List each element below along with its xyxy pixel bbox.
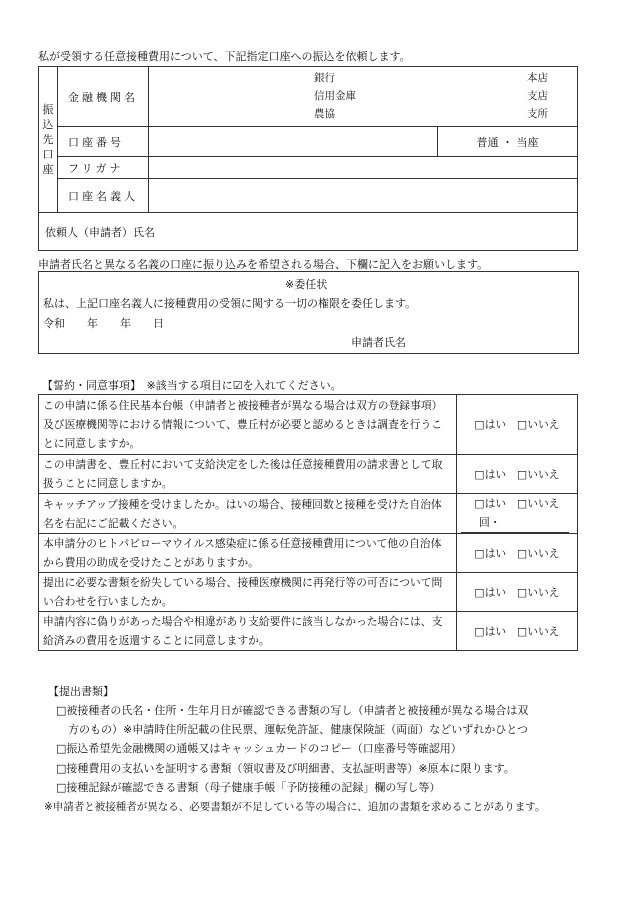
furigana-field[interactable]	[149, 157, 578, 179]
consent-question: 提出に必要な書類を紛失している場合、接種医療機関に再発行等の可否について問い合わせを行いましたか。	[39, 573, 457, 612]
institution-field[interactable]	[149, 67, 578, 127]
document-item[interactable]: □振込希望先金融機関の通帳又はキャッシュカードのコピー（口座番号等確認用）	[56, 742, 462, 755]
document-item[interactable]: □接種費用の支払いを証明する書類（領収書及び明細書、支払証明書等）※原本に限ります。	[56, 762, 515, 775]
consent-answer-checkboxes[interactable]: □はい □いいえ	[457, 455, 578, 494]
delegation-title: ※委任状	[285, 278, 328, 291]
document-item-continued: 方のもの）※申請時住所記載の住民票、運転免許証、健康保険証（両面）などいずれかひとつ	[68, 723, 528, 736]
requester-name-label: 依頼人（申請者）氏名	[45, 225, 155, 239]
documents-note: ※申請者と被接種者が異なる、必要書類が不足している等の場合に、追加の書類を求めることがあります。	[44, 801, 546, 813]
bank-type-bank: 銀行	[314, 72, 335, 84]
bank-type-agri: 農協	[314, 108, 335, 120]
furigana-label: フリガナ	[58, 157, 149, 179]
account-holder-label: 口座名義人	[58, 179, 149, 213]
delegation-applicant-label: 申請者氏名	[351, 336, 406, 349]
consent-question: 申請内容に偽りがあった場合や相違があり支給要件に該当しなかった場合には、支給済みの費用を返還することに同意しますか。	[39, 612, 457, 651]
bank-type-credit-union: 信用金庫	[314, 90, 356, 102]
account-holder-field[interactable]	[149, 179, 578, 213]
account-type-options[interactable]: 普通 ・ 当座	[438, 127, 578, 157]
transfer-account-side-label: 振 込 先 口 座	[39, 67, 58, 213]
delegation-box	[38, 271, 579, 354]
delegation-date[interactable]: 令和 年 年 日	[43, 317, 164, 330]
consent-question: 本申請分のヒトパピローマウイルス感染症に係る任意接種費用について他の自治体から費用の助成を受けたことがありますか。	[39, 534, 457, 573]
documents-header: 【提出書類】	[48, 685, 114, 698]
consent-question: この申請書を、豊丘村において支給決定をした後は任意接種費用の請求書として取扱うことに同意しますか。	[39, 455, 457, 494]
consent-answer-checkboxes[interactable]: □はい □いいえ	[457, 573, 578, 612]
consent-answer-cell[interactable]	[457, 494, 578, 534]
account-number-field[interactable]	[149, 127, 438, 157]
delegation-text: 私は、上記口座名義人に接種費用の受領に関する一切の権限を委任します。	[43, 297, 417, 310]
consent-answer-checkboxes[interactable]: □はい □いいえ	[457, 612, 578, 651]
requester-name-row[interactable]	[39, 213, 578, 251]
branch-type-head: 本店	[527, 72, 548, 84]
institution-label: 金融機関名	[58, 67, 149, 127]
consent-answer-checkboxes[interactable]: □はい □いいえ	[457, 534, 578, 573]
catchup-count-field[interactable]: 回・	[461, 513, 569, 533]
account-number-label: 口座番号	[58, 127, 149, 157]
intro-text: 私が受領する任意接種費用について、下記指定口座への振込を依頼します。	[38, 50, 411, 63]
document-item[interactable]: □被接種者の氏名・住所・生年月日が確認できる書類の写し（申請者と被接種が異なる場合は双	[56, 704, 529, 717]
branch-type-office: 支所	[527, 108, 548, 120]
different-name-note: 申請者氏名と異なる名義の口座に振り込みを希望される場合、下欄に記入をお願いします。	[38, 258, 489, 271]
consent-answer-checkboxes[interactable]: □はい □いいえ	[474, 497, 560, 510]
document-item[interactable]: □接種記録が確認できる書類（母子健康手帳「予防接種の記録」欄の写し等）	[56, 781, 441, 794]
consent-header: 【誓約・同意事項】 ※該当する項目に☑を入れてください。	[42, 379, 342, 392]
branch-type-branch: 支店	[527, 90, 548, 102]
consent-table	[38, 394, 578, 651]
consent-answer-checkboxes[interactable]: □はい □いいえ	[457, 395, 578, 455]
bank-account-table	[38, 66, 578, 251]
consent-question: キャッチアップ接種を受けましたか。はいの場合、接種回数と接種を受けた自治体名を右記にご記載ください。	[39, 494, 457, 534]
consent-question: この申請に係る住民基本台帳（申請者と被接種者が異なる場合は双方の登録事項）及び医療機関等における情報について、豊丘村が必要と認めるときは調査を行うことに同意しますか。	[39, 395, 457, 455]
